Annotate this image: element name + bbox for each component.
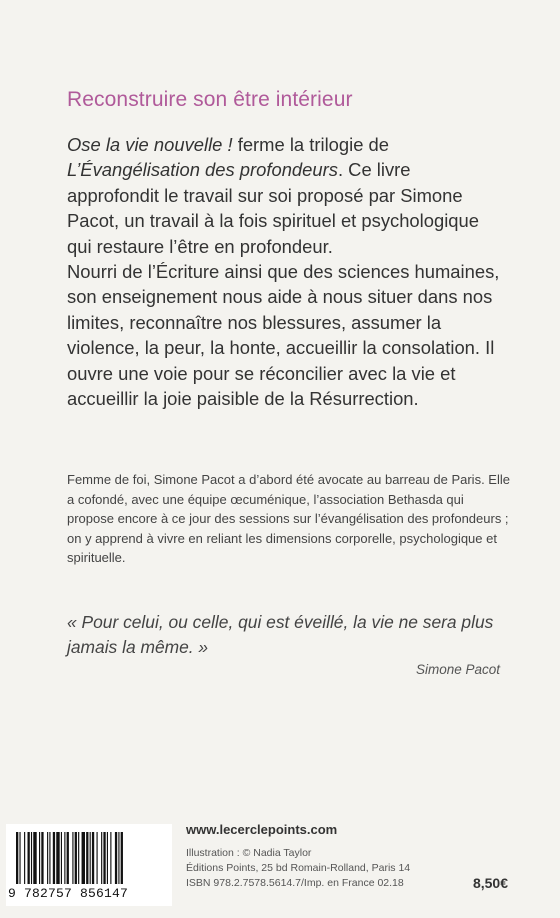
- price: 8,50€: [472, 875, 508, 891]
- trilogy-title-italic: L’Évangélisation des profondeurs: [67, 159, 338, 181]
- summary-text: [67, 132, 507, 411]
- summary-text-part: . Ce livre approfondit le travail sur soi proposé par Simone Pacot, un travail à la fois spirituel et psychologique qui restaure l’être en profondeur.: [67, 159, 479, 257]
- barcode-icon: [14, 832, 164, 886]
- summary-paragraph-1: [67, 132, 507, 259]
- summary-paragraph-2: Nourri de l’Écriture ainsi que des sciences humaines, son enseignement nous aide à nous situer dans nos limites, reconnaître nos blessures, assumer la violence, la peur, la honte, accueillir la consolation. Il ouvre une voie pour se réconcilier avec la vie et accueillir la joie paisible de la Résurrection.: [67, 261, 500, 410]
- publisher-website: www.lecerclepoints.com: [186, 822, 338, 837]
- isbn-line: ISBN 978.2.7578.5614.7/Imp. en France 02.18: [186, 877, 404, 889]
- author-quote: « Pour celui, ou celle, qui est éveillé, la vie ne sera plus jamais la même. »: [67, 612, 494, 657]
- author-bio: Femme de foi, Simone Pacot a d’abord été avocate au barreau de Paris. Elle a cofondé, avec une équipe œcuménique, l’association Bethasda qui propose encore à ce jour des sessions sur l’évangélisation des profondeurs ; on y apprend à vivre en reliant les dimensions corporelle, psychologique et spirituelle.: [67, 472, 510, 566]
- barcode: [6, 824, 172, 906]
- publisher-address: Éditions Points, 25 bd Romain-Rolland, Paris 14: [186, 862, 411, 874]
- quote-attribution: Simone Pacot: [415, 662, 500, 677]
- summary-text-part: ferme la trilogie de: [232, 134, 390, 155]
- back-cover-title: Reconstruire son être intérieur: [67, 88, 353, 111]
- credits: [186, 846, 410, 891]
- illustration-credit: Illustration : © Nadia Taylor: [186, 847, 312, 859]
- book-title-italic: Ose la vie nouvelle !: [67, 134, 233, 155]
- barcode-number: 9 782757 856147: [8, 886, 129, 901]
